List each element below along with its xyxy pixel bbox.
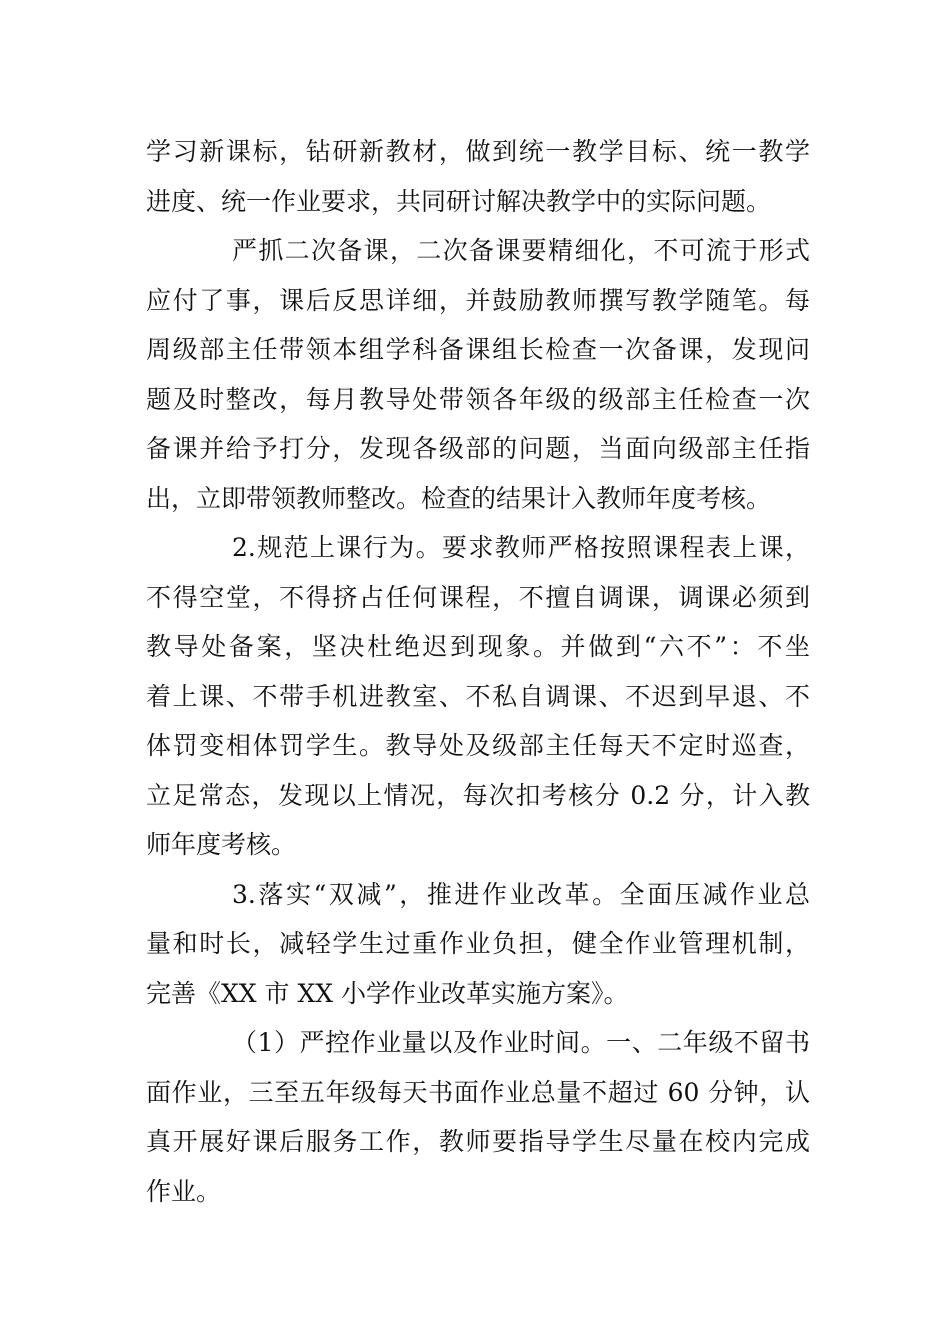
text-line: 教导处备案，坚决杜绝迟到现象。并做到“六不”：不坐 xyxy=(146,632,810,661)
paragraph-2 xyxy=(146,226,810,523)
text-line: （1）严控作业量以及作业时间。一、二年级不留书 xyxy=(232,1028,810,1057)
text-line: 作业。 xyxy=(146,1176,222,1206)
text-line: 着上课、不带手机进教室、不私自调课、不迟到早退、不 xyxy=(146,681,810,711)
text-line: 面作业，三至五年级每天书面作业总量不超过 60 分钟，认 xyxy=(146,1077,810,1107)
text-line: 严抓二次备课，二次备课要精细化，不可流于形式 xyxy=(232,236,810,265)
text-line: 立足常态，发现以上情况，每次扣考核分 0.2 分，计入教 xyxy=(146,780,810,810)
text-line: 2.规范上课行为。要求教师严格按照课程表上课， xyxy=(232,533,810,562)
text-line: 师年度考核。 xyxy=(146,830,297,859)
text-line: 备课并给予打分，发现各级部的问题，当面向级部主任指 xyxy=(146,434,810,463)
paragraph-5 xyxy=(146,1018,810,1216)
text-line: 应付了事，课后反思详细，并鼓励教师撰写教学随笔。每 xyxy=(146,285,810,315)
text-line: 出，立即带领教师整改。检查的结果计入教师年度考核。 xyxy=(146,483,772,513)
text-line: 量和时长，减轻学生过重作业负担，健全作业管理机制， xyxy=(146,929,810,958)
text-line: 完善《XX 市 XX 小学作业改革实施方案》。 xyxy=(146,978,629,1008)
paragraph-4 xyxy=(146,870,810,1019)
document-page xyxy=(146,127,810,1216)
paragraph-1 xyxy=(146,127,810,226)
text-line: 题及时整改，每月教导处带领各年级的级部主任检查一次 xyxy=(146,384,810,414)
text-line: 进度、统一作业要求，共同研讨解决教学中的实际问题。 xyxy=(146,186,772,216)
paragraph-3 xyxy=(146,523,810,870)
text-line: 3.落实“双减”，推进作业改革。全面压减作业总 xyxy=(232,879,810,909)
text-line: 不得空堂，不得挤占任何课程，不擅自调课，调课必须到 xyxy=(146,582,810,612)
text-line: 体罚变相体罚学生。教导处及级部主任每天不定时巡查， xyxy=(146,731,810,760)
text-line: 学习新课标，钻研新教材，做到统一教学目标、统一教学 xyxy=(146,137,810,166)
text-line: 周级部主任带领本组学科备课组长检查一次备课，发现问 xyxy=(146,335,810,364)
text-line: 真开展好课后服务工作，教师要指导学生尽量在校内完成 xyxy=(146,1127,810,1156)
